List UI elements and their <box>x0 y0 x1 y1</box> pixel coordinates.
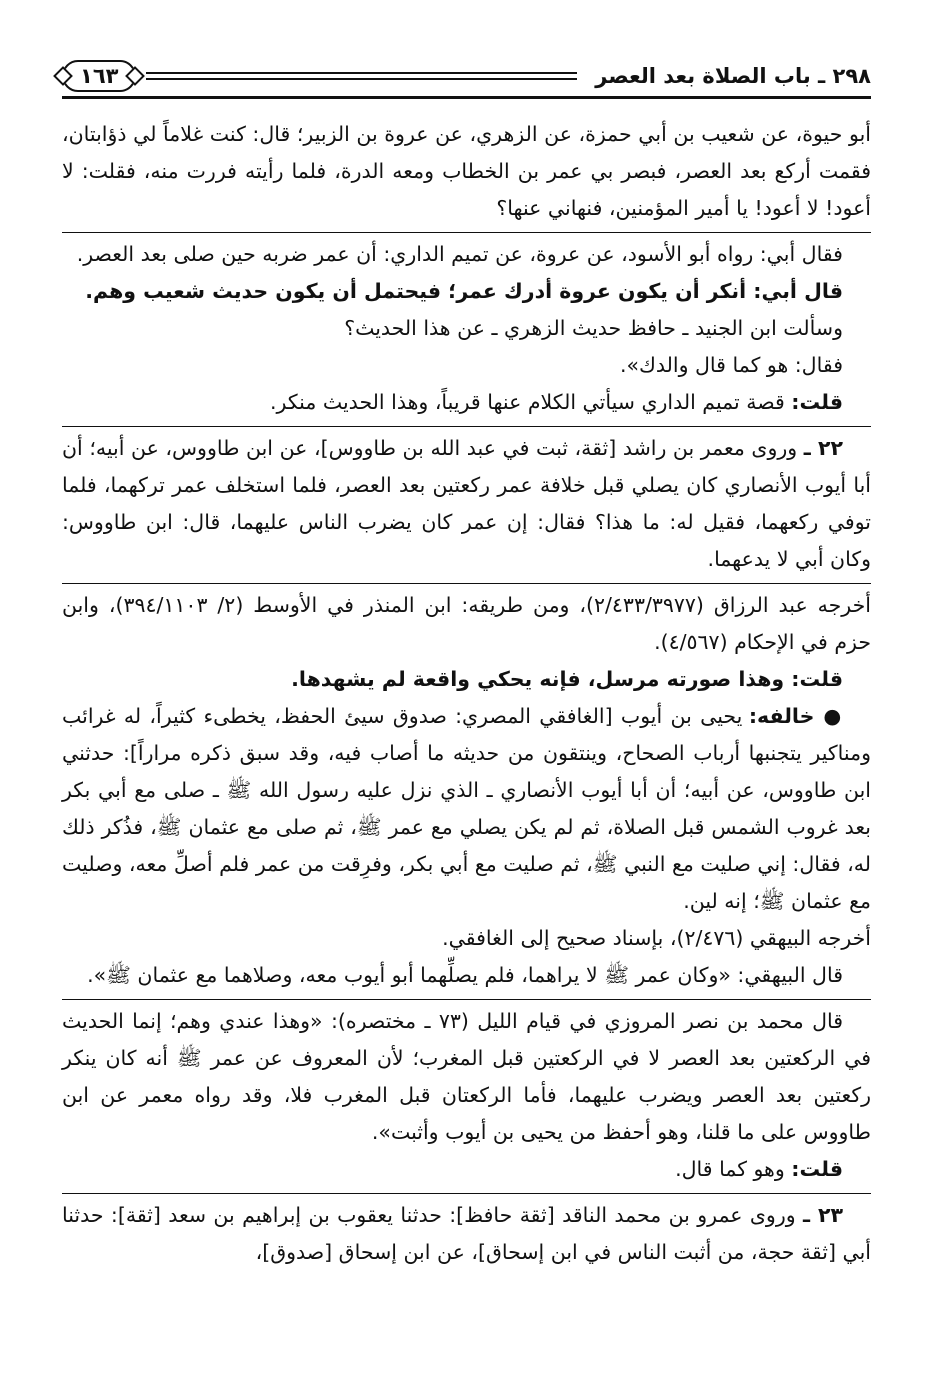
paragraph-separator <box>62 426 871 427</box>
paragraph <box>62 347 871 384</box>
paragraph-lead: قلت: <box>791 390 843 414</box>
paragraph-lead: ٢٢ ـ <box>803 436 843 460</box>
paragraph <box>62 116 871 227</box>
paragraph <box>62 920 871 957</box>
paragraph-text: قال البيهقي: «وكان عمر ﷺ لا يراهما، فلم يصلِّهما أبو أيوب معه، وصلاهما مع عثمان ﷺ». <box>87 963 843 987</box>
paragraph-text: وسألت ابن الجنيد ـ حافظ حديث الزهري ـ عن هذا الحديث؟ <box>344 316 843 340</box>
paragraph-separator <box>62 999 871 1000</box>
paragraph-lead: قلت: <box>791 1157 843 1181</box>
paragraph <box>62 236 871 273</box>
paragraph-separator <box>62 232 871 233</box>
page-header <box>62 52 871 100</box>
paragraph-text: قال أبي: أنكر أن يكون عروة أدرك عمر؛ فيحتمل أن يكون حديث شعيب وهم. <box>85 279 843 303</box>
paragraph-text: أبو حيوة، عن شعيب بن أبي حمزة، عن الزهري، عن عروة بن الزبير؛ قال: كنت غلاماً لي ذؤابتان، فقمت أركع بعد العصر، فبصر بي عمر بن الخطاب ومعه الدرة، فلما رأيته فررت منه، فقلت: لا أعود! لا أعود! يا أمير المؤمنين، فنهاني عنها؟ <box>62 122 871 220</box>
paragraph-text: وهو كما قال. <box>675 1157 792 1181</box>
paragraph <box>62 1197 871 1271</box>
paragraph-separator <box>62 583 871 584</box>
paragraph-lead: قلت: <box>791 667 843 691</box>
header-divider <box>62 96 871 99</box>
paragraph-text: أخرجه البيهقي (٢/٤٧٦)، بإسناد صحيح إلى الغافقي. <box>442 926 871 950</box>
paragraph-text: وروى عمرو بن محمد الناقد [ثقة حافظ]: حدثنا يعقوب بن إبراهيم بن سعد [ثقة]: حدثنا أبي [ثقة حجة، من أثبت الناس في ابن إسحاق]، عن ابن إسحاق [صدوق]، <box>62 1203 871 1264</box>
paragraph <box>62 430 871 578</box>
paragraph <box>62 273 871 310</box>
paragraph-text: أخرجه عبد الرزاق (٢/٤٣٣/٣٩٧٧)، ومن طريقه: ابن المنذر في الأوسط (٢/ ٣٩٤/١١٠٣)، وابن حزم في الإحكام (٤/٥٦٧). <box>62 593 871 654</box>
paragraph-separator <box>62 1193 871 1194</box>
paragraph-lead: ● خالفه: <box>748 704 843 728</box>
paragraph <box>62 698 871 920</box>
paragraph <box>62 1151 871 1188</box>
paragraph-text: يحيى بن أيوب [الغافقي المصري: صدوق سيئ الحفظ، يخطىء كثيراً، له غرائب ومناكير يتجنبها أرباب الصحاح، وينتقون من حديثه ما أصاب فيه، وقد سبق ذكره مراراً]: حدثني ابن طاووس، عن أبيه؛ أن أبا أيوب الأنصاري ـ الذي نزل عليه رسول الله ﷺ ـ صلى مع أبي بكر بعد غروب الشمس قبل الصلاة، ثم لم يكن يصلي مع عمر ﷺ، ثم صلى مع عثمان ﷺ، فذُكر ذلك له، فقال: إني صليت مع النبي ﷺ، ثم صليت مع أبي بكر، وفرِقت من عمر فلم أصلِّ معه، وصليت مع عثمان ﷺ؛ إنه لين. <box>62 704 871 913</box>
paragraph-text: قال محمد بن نصر المروزي في قيام الليل (٧٣ ـ مختصره): «وهذا عندي وهم؛ إنما الحديث في الركعتين بعد العصر لا في الركعتين قبل المغرب؛ لأن المعروف عن عمر ﷺ أنه كان ينكر ركعتين بعد العصر ويضرب عليهما، فأما الركعتان قبل المغرب فلا، وقد رواه معمر عن ابن طاووس على ما قلنا، وهو أحفظ من يحيى بن أيوب وأثبت». <box>62 1009 871 1144</box>
paragraph <box>62 957 871 994</box>
paragraph-text: فقال: هو كما قال والدك». <box>619 353 843 377</box>
paragraph-text: فقال أبي: رواه أبو الأسود، عن عروة، عن تميم الداري: أن عمر ضربه حين صلى بعد العصر. <box>76 242 843 266</box>
page-body <box>62 116 871 1271</box>
paragraph <box>62 310 871 347</box>
paragraph-text: وروى معمر بن راشد [ثقة، ثبت في عبد الله بن طاووس]، عن ابن طاووس، عن أبيه؛ أن أبا أيوب الأنصاري كان يصلي قبل خلافة عمر ركعتين بعد العصر، فلما استخلف عمر تركهما، فلما توفي ركعهما، فقيل له: ما هذا؟ فقال: إن عمر كان يضرب الناس عليهما، قال: ابن طاووس: وكان أبي لا يدعهما. <box>62 436 871 571</box>
paragraph-text: قصة تميم الداري سيأتي الكلام عنها قريباً، وهذا الحديث منكر. <box>270 390 792 414</box>
header-ornament-rules <box>146 72 577 80</box>
paragraph <box>62 1003 871 1151</box>
paragraph-lead: ٢٣ ـ <box>802 1203 843 1227</box>
running-title: ٢٩٨ ـ باب الصلاة بعد العصر <box>595 64 871 88</box>
page-number: ١٦٣ <box>62 60 136 92</box>
paragraph-text: وهذا صورته مرسل، فإنه يحكي واقعة لم يشهدها. <box>291 667 792 691</box>
paragraph <box>62 661 871 698</box>
paragraph <box>62 587 871 661</box>
paragraph <box>62 384 871 421</box>
